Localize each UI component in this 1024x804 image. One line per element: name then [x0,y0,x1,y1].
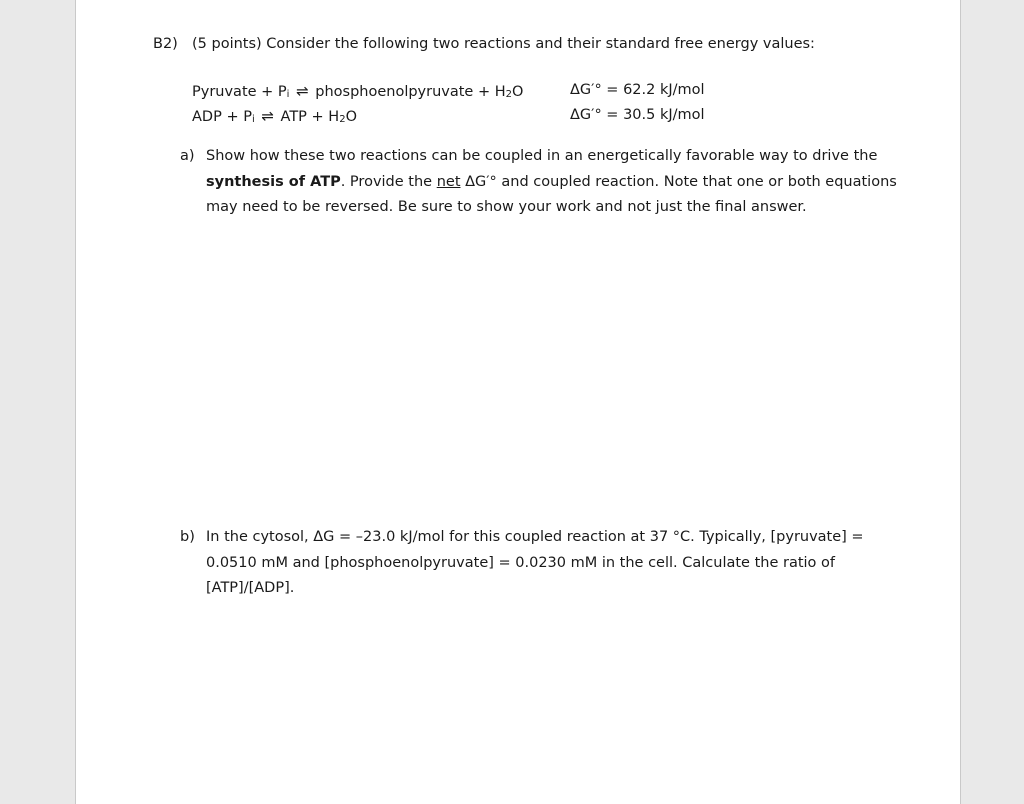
part-a-line-2 [206,170,896,196]
reaction-2-products-sub: 2 [339,114,346,125]
part-a-bold-phrase: synthesis of ATP [206,173,341,190]
part-a-line-1: Show how these two reactions can be coupled in an energetically favorable way to drive the [206,148,878,164]
reaction-1-delta-g: ΔG′° = 62.2 kJ/mol [570,82,705,98]
part-a-line-2-b: ΔG′° and coupled reaction. Note that one or both equations [460,173,897,190]
equilibrium-arrow-icon: ⇌ [296,82,309,100]
question-intro: (5 points) Consider the following two reactions and their standard free energy values: [192,36,815,52]
reaction-2-products-tail: O [345,109,357,125]
part-a-label: a) [180,148,195,164]
part-a-text [206,144,896,221]
reaction-2-reactants: ADP + P [192,109,252,125]
reaction-1-products-tail: O [512,84,524,100]
part-b-line-3: [ATP]/[ADP]. [206,580,295,596]
part-b-line-2: 0.0510 mM and [phosphoenolpyruvate] = 0.0230 mM in the cell. Calculate the ratio of [206,554,836,571]
equilibrium-arrow-icon: ⇌ [261,107,274,125]
reaction-2-reactant-sub: i [251,114,255,125]
part-a-line-2-a: . Provide the [340,173,437,190]
reaction-1-reactant-sub: i [286,89,290,100]
part-b-line-1: In the cytosol, ΔG = –23.0 kJ/mol for this coupled reaction at 37 °C. Typically, [pyruvate] = [206,529,864,545]
part-a-line-3: may need to be reversed. Be sure to show your work and not just the final answer. [206,199,807,215]
document-page [75,0,961,804]
reaction-1 [192,82,523,100]
reaction-1-products: phosphoenolpyruvate + H [315,84,506,100]
reaction-2-delta-g: ΔG′° = 30.5 kJ/mol [570,107,705,123]
part-b-label: b) [180,529,195,545]
reaction-1-products-sub: 2 [505,89,513,100]
reaction-1-reactants: Pyruvate + P [192,84,287,100]
reaction-2 [192,107,357,125]
question-number: B2) [153,36,178,52]
reaction-2-products: ATP + H [280,109,340,125]
part-a-underlined-word: net [436,173,461,190]
part-b-text [206,525,896,602]
